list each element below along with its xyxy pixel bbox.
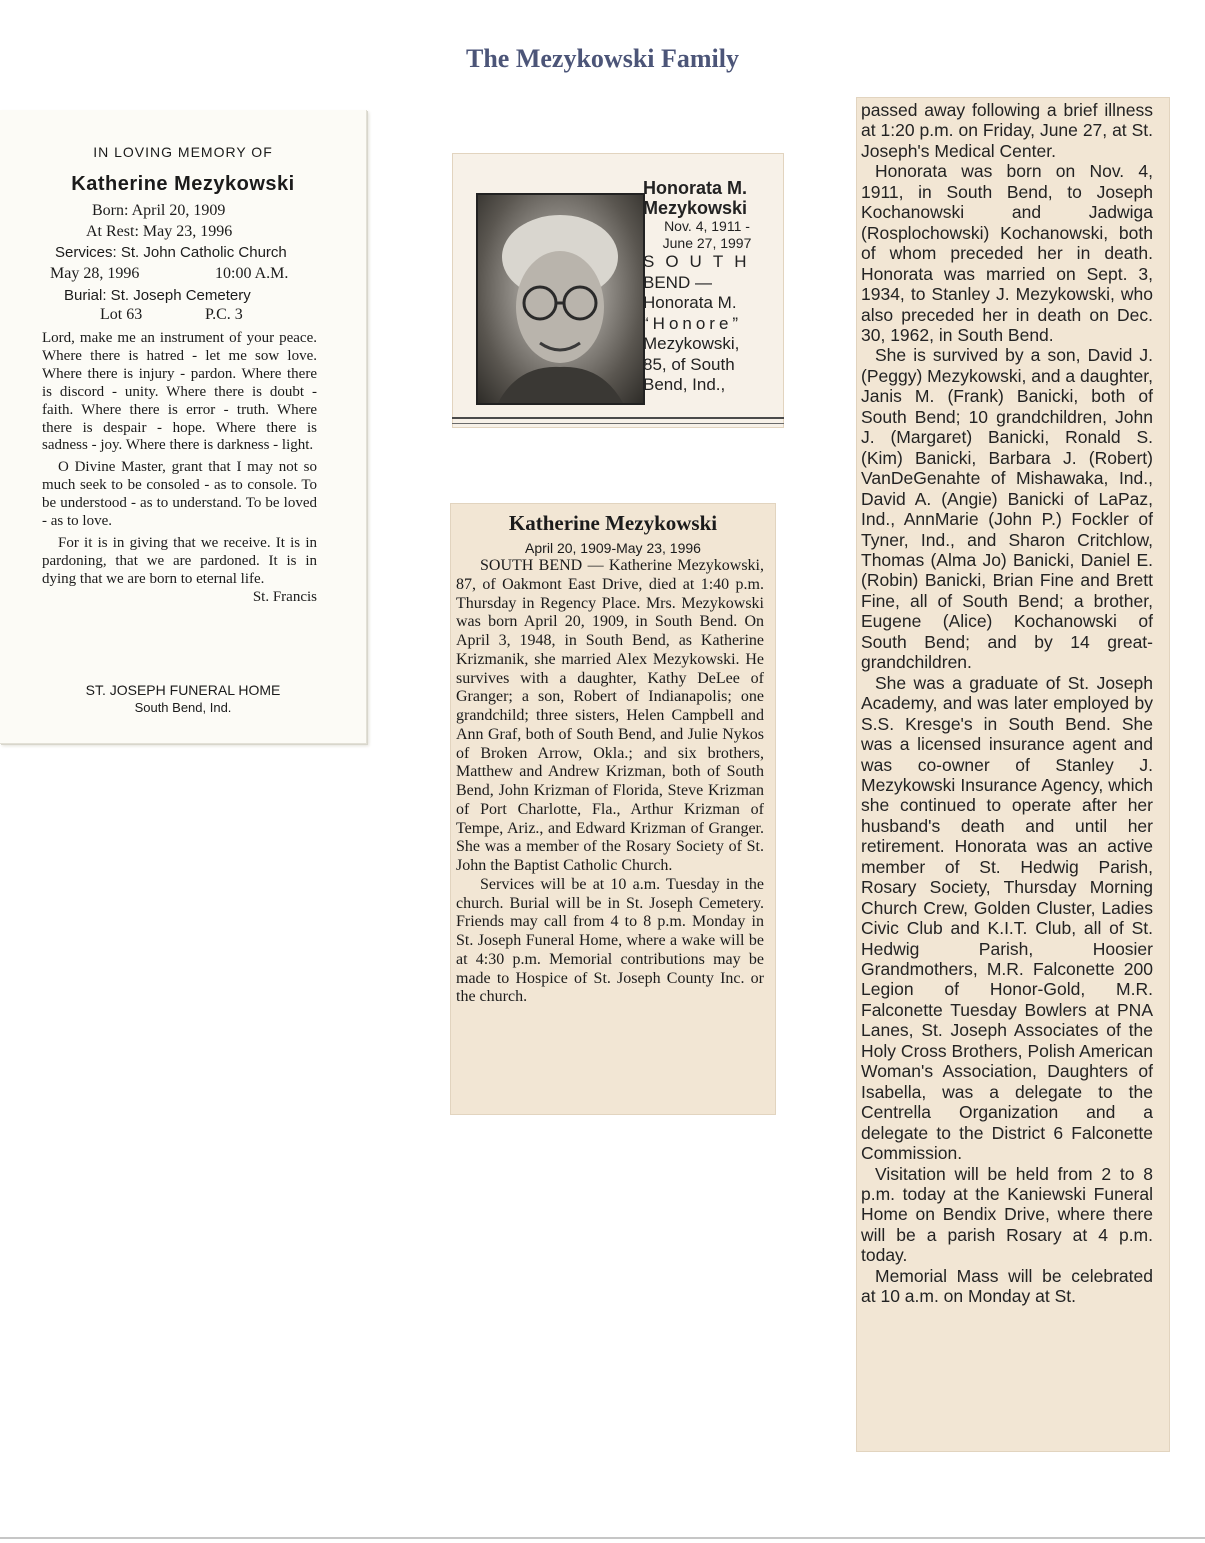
obituary-paragraph: Services will be at 10 a.m. Tuesday in the church. Burial will be in St. Joseph Cemetery. Friends may call from 4 to 8 p.m. Monday in St. Joseph Funeral Home, where a wake will be at 4:30 p.m. Memorial contributions may be made to Hospice of St. Joseph County Inc. or the church. — [456, 875, 764, 1006]
honorata-text — [643, 178, 771, 396]
card-service-date: May 28, 1996 — [50, 265, 140, 282]
portrait-photo — [476, 193, 645, 405]
honorata-continued-body — [861, 100, 1153, 1307]
card-funeral-home: ST. JOSEPH FUNERAL HOME — [85, 682, 281, 698]
obituary-paragraph: Honorata was born on Nov. 4, 1911, in South Bend, to Joseph Kochanowski and Jadwiga (Rosplochowski) Kochanowski, both of whom preceded her in death. Honorata was married on Sept. 3, 1934, to Stanley J. Mezykowski, who also preceded her in death on Dec. 30, 1962, in South Bend. — [861, 161, 1153, 345]
prayer-paragraph: For it is in giving that we receive. It is in pardoning, that we are pardoned. It is in dying that we are born to eternal life. — [42, 534, 317, 587]
katherine-clip-name: Katherine Mezykowski — [508, 511, 718, 535]
divider — [452, 423, 784, 424]
prayer-paragraph: Lord, make me an instrument of your peace. Where there is hatred - let me sow love. Where there is injury - pardon. Where there is discord - unity. Where there is doubt - faith. Where there is error - truth. Where there is despair - hope. Where there is sadness - joy. Where there is darkness - light. — [42, 330, 317, 454]
katherine-clip-dates: April 20, 1909-May 23, 1996 — [525, 540, 701, 556]
card-at-rest: At Rest: May 23, 1996 — [86, 223, 233, 240]
honorata-line: BEND — — [643, 272, 712, 292]
honorata-line: Honorata M. — [643, 293, 737, 312]
card-pc: P.C. 3 — [205, 306, 243, 323]
honorata-line: SOUTH — [643, 252, 758, 271]
card-burial: Burial: St. Joseph Cemetery — [64, 287, 251, 304]
honorata-name-2: Mezykowski — [643, 198, 748, 218]
honorata-dates-2: June 27, 1997 — [662, 235, 752, 251]
honorata-line: “Honore” — [643, 313, 743, 333]
prayer-signature: St. Francis — [252, 588, 317, 605]
portrait-icon — [478, 195, 643, 403]
page-title: The Mezykowski Family — [466, 44, 739, 73]
obituary-paragraph: She is survived by a son, David J. (Peggy) Mezykowski, and a daughter, Janis M. (Frank) Banicki, both of South Bend; 10 grandchildren, John J. (Margaret) Banicki, Ronald S. (Kim) Banicki, Barbara J. (Robert) VanDeGenahte of Mishawaka, Ind., David A. (Angie) Banicki of LaPaz, Ind., AnnMarie (John P.) Fockler of Tyner, Ind., and Sharon Critchlow, Thomas (Alma Jo) Banicki, Daniel E. (Robin) Banicki, Brian Fine and Brett Fine, all of South Bend; a brother, Eugene (Alice) Kochanowski of South Bend; and by 14 great-grandchildren. — [861, 345, 1153, 673]
obituary-paragraph: Memorial Mass will be celebrated at 10 a.m. on Monday at St. — [861, 1265, 1153, 1307]
katherine-clipping — [450, 503, 776, 1115]
honorata-line: Mezykowski, — [643, 334, 740, 353]
katherine-clip-body — [456, 557, 764, 1007]
card-location: South Bend, Ind. — [134, 700, 232, 715]
obituary-paragraph: She was a graduate of St. Joseph Academy, and was later employed by S.S. Kresge's in South Bend. She was a licensed insurance agent and was co-owner of Stanley J. Mezykowski Insurance Agency, which she continued to operate after her husband's death and until her retirement. Honorata was an active member of St. Hedwig Parish, Rosary Society, Thursday Morning Church Crew, Golden Cluster, Ladies Civic Club and K.I.T. Club, all of St. Hedwig Parish, Hoosier Grandmothers, M.R. Falconette 200 Legion of Honor-Gold, M.R. Falconette Tuesday Bowlers at PNA Lanes, St. Joseph Associates of the Holy Cross Brothers, Polish American Woman's Association, Daughters of Isabella, was a delegate to the Centrella Organization and a delegate to the District 6 Falconette Commission. — [861, 672, 1153, 1164]
card-name: Katherine Mezykowski — [71, 173, 295, 195]
card-lot: Lot 63 — [100, 306, 143, 323]
obituary-paragraph: SOUTH BEND — Katherine Mezykowski, 87, of Oakmont East Drive, died at 1:40 p.m. Thursday in Regency Place. Mrs. Mezykowski was born April 20, 1909, in South Bend. On April 3, 1948, in South Bend, as Katherine Krizmanik, she married Alex Mezykowski. He survives with a daughter, Kathy DeLee of Granger; a son, Robert of Indianapolis; one grandchild; three sisters, Helen Campbell and Ann Graf, both of South Bend, and Julie Nykos of Broken Arrow, Okla.; and six brothers, Matthew and Andrew Krizman, both of South Bend, John Krizman of Florida, Steve Krizman of Port Charlotte, Fla., Arthur Krizman of Tempe, Ariz., and Edward Krizman of Granger. She was a member of the Rosary Society of St. John the Baptist Catholic Church. — [456, 557, 764, 874]
card-heading: IN LOVING MEMORY OF — [93, 144, 273, 160]
honorata-name-1: Honorata M. — [643, 178, 748, 198]
memorial-card — [0, 110, 367, 744]
honorata-line: 85, of South — [643, 354, 735, 374]
honorata-continued-clipping — [856, 97, 1170, 1452]
obituary-paragraph: passed away following a brief illness at 1:20 p.m. on Friday, June 27, at St. Joseph's Medical Center. — [861, 100, 1153, 161]
divider — [452, 417, 784, 419]
honorata-dates-1: Nov. 4, 1911 - — [664, 218, 750, 234]
obituary-paragraph: Visitation will be held from 2 to 8 p.m. today at the Kaniewski Funeral Home on Bendix Drive, where there will be a parish Rosary at 4 p.m. today. — [861, 1163, 1153, 1266]
page-bottom-edge — [0, 1537, 1205, 1539]
card-born: Born: April 20, 1909 — [92, 202, 226, 219]
card-prayer — [42, 330, 317, 607]
card-service-time: 10:00 A.M. — [215, 265, 289, 282]
card-services: Services: St. John Catholic Church — [55, 244, 287, 261]
honorata-line: Bend, Ind., — [643, 375, 726, 394]
honorata-clipping — [452, 153, 784, 428]
prayer-paragraph: O Divine Master, grant that I may not so much seek to be consoled - as to console. To be understood - as to understand. To be loved - as to love. — [42, 459, 317, 530]
